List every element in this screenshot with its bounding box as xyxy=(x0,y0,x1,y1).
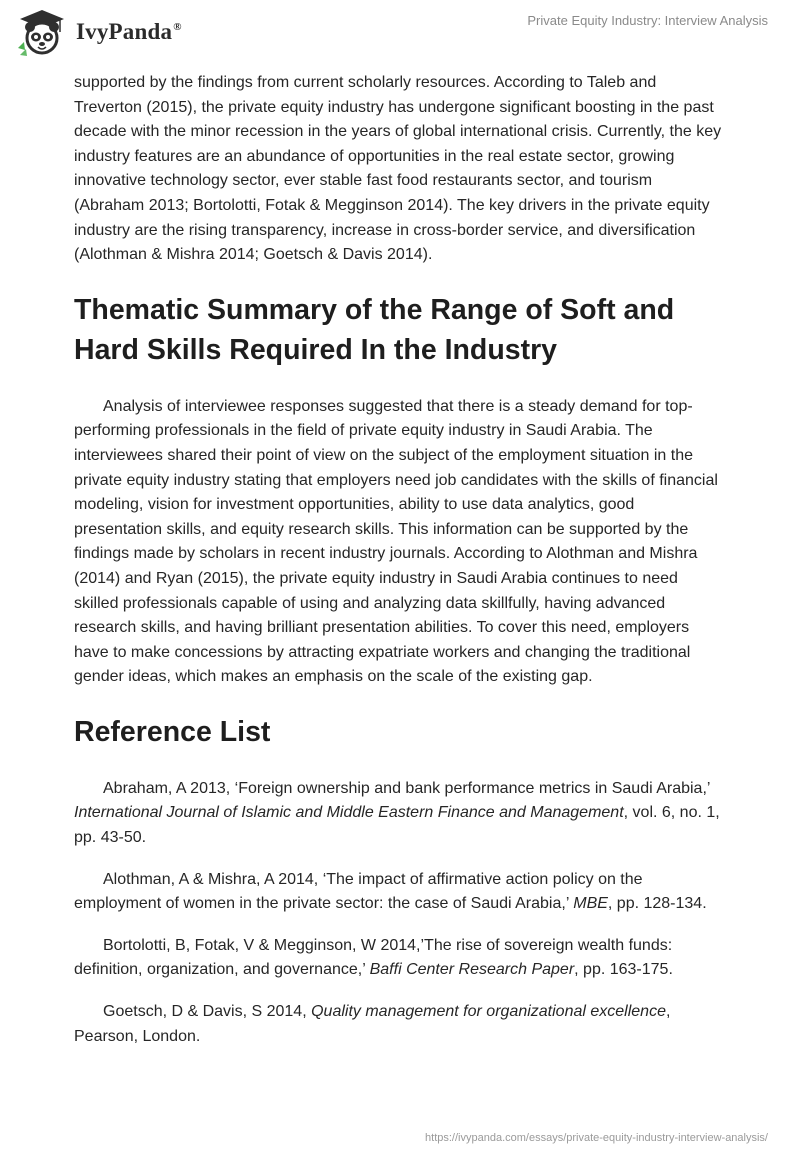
page-header xyxy=(0,0,800,70)
reference-item: Abraham, A 2013, ‘Foreign ownership and bank performance metrics in Saudi Arabia,’ International Journal of Islamic and Middle Eastern Finance and Management, vol. 6, no. 1, pp. 43-50. xyxy=(74,779,720,847)
reference-source-title: Quality management for organizational excellence xyxy=(311,1003,666,1021)
reference-item: Alothman, A & Mishra, A 2014, ‘The impact of affirmative action policy on the employment of women in the private sector: the case of Saudi Arabia,’ MBE, pp. 128-134. xyxy=(74,870,707,913)
brand-name: IvyPanda® xyxy=(76,19,182,44)
document-body xyxy=(74,71,726,1049)
ivypanda-logo[interactable] xyxy=(16,8,182,56)
skills-paragraph: Analysis of interviewee responses suggested that there is a steady demand for top-performing professionals in the field of private equity industry in Saudi Arabia. The interviewees shared their point of view on the subject of the employment situation in the private equity industry stating that employers need job candidates with the skills of financial modeling, vision for investment opportunities, ability to use data analytics, good presentation skills, and equity research skills. This information can be supported by the findings made by scholars in recent industry journals. According to Alothman and Mishra (2014) and Ryan (2015), the private equity industry in Saudi Arabia continues to need skilled professionals capable of using and analyzing data skillfully, having advanced research skills, and having brilliant presentation abilities. To cover this need, employers have to make concessions by attracting expatriate workers and changing the traditional gender ideas, which makes an emphasis on the scale of the existing gap. xyxy=(74,397,718,686)
reference-list xyxy=(74,777,726,1049)
reference-source-title: International Journal of Islamic and Middle Eastern Finance and Management xyxy=(74,804,624,822)
panda-graduation-icon xyxy=(16,8,68,56)
reference-source-title: Baffi Center Research Paper xyxy=(369,961,575,979)
reference-list-heading: Reference List xyxy=(74,715,271,748)
running-title: Private Equity Industry: Interview Analysis xyxy=(527,13,768,28)
reference-item: Bortolotti, B, Fotak, V & Megginson, W 2014,’The rise of sovereign wealth funds: definition, organization, and governance,’ Baffi Center Research Paper, pp. 163-175. xyxy=(74,936,673,979)
section-heading-skills: Thematic Summary of the Range of Soft and Hard Skills Required In the Industry xyxy=(74,293,675,366)
intro-paragraph: supported by the findings from current scholarly resources. According to Taleb and Treverton (2015), the private equity industry has undergone significant boosting in the past decade with the minor recession in the years of global international crisis. Currently, the key industry features are an abundance of opportunities in the real estate sector, growing innovative technology sector, ever stable fast food restaurants sector, and tourism (Abraham 2013; Bortolotti, Fotak & Megginson 2014). The key drivers in the private equity industry are the rising transparency, increase in cross-border service, and diversification (Alothman & Mishra 2014; Goetsch & Davis 2014). xyxy=(74,74,722,264)
reference-source-title: MBE xyxy=(573,895,608,913)
reference-item: Goetsch, D & Davis, S 2014, Quality management for organizational excellence, Pearson, London. xyxy=(74,1003,671,1045)
registered-mark: ® xyxy=(173,21,182,34)
source-url-link[interactable]: https://ivypanda.com/essays/private-equity-industry-interview-analysis/ xyxy=(425,1132,768,1144)
